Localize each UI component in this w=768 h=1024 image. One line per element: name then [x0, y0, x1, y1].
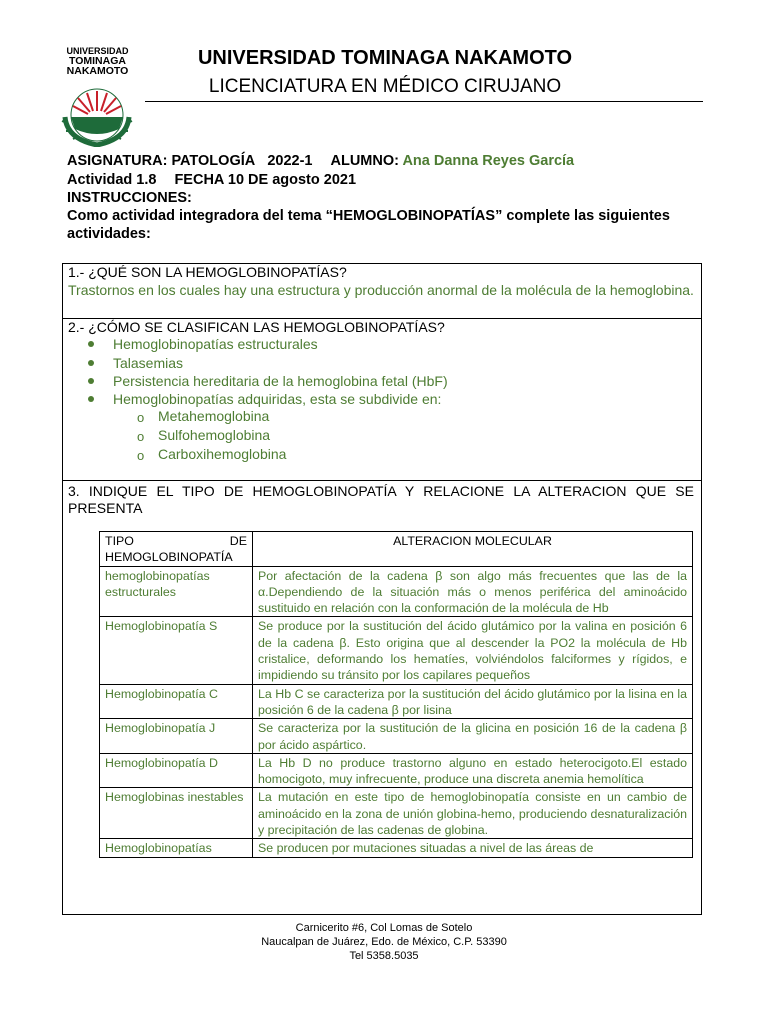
- instructions-text: Como actividad integradora del tema “HEMOGLOBINOPATÍAS” complete las siguientes actividades:: [67, 208, 670, 242]
- type-cell: Hemoglobinopatía D: [100, 753, 253, 788]
- alteration-cell: Se producen por mutaciones situadas a nivel de las áreas de: [253, 839, 693, 857]
- type-cell: Hemoglobinopatía C: [100, 684, 253, 719]
- logo-text-line2: TOMINAGA: [69, 55, 126, 67]
- type-cell: Hemoglobinopatía S: [100, 617, 253, 684]
- table-row: [100, 753, 693, 788]
- question-3: 3. INDIQUE EL TIPO DE HEMOGLOBINOPATÍA Y RELACIONE LA ALTERACION QUE SE PRESENTA: [68, 483, 694, 516]
- alteration-cell: La mutación en este tipo de hemoglobinopatía consiste en un cambio de aminoácido en la zona de unión globina-hemo, produciendo desnaturalización y precipitación de las cadenas de globina.: [253, 788, 693, 839]
- logo-text-line3: NAKAMOTO: [66, 65, 129, 77]
- table-row: [100, 839, 693, 857]
- table-header-row: [100, 532, 693, 567]
- alteration-cell: La Hb C se caracteriza por la sustitución del ácido glutámico por la lisina en la posición 6 de la cadena β por lisina: [253, 684, 693, 719]
- classification-subitem: Metahemoglobina: [158, 408, 270, 424]
- type-cell: Hemoglobinopatía J: [100, 719, 253, 754]
- activity-label: Actividad 1.8: [67, 172, 157, 188]
- career-title: LICENCIATURA EN MÉDICO CIRUJANO: [208, 76, 562, 97]
- type-cell: hemoglobinopatías estructurales: [100, 566, 253, 617]
- footer-phone: Tel 5358.5035: [349, 950, 419, 962]
- date-label: FECHA 10 DE agosto 2021: [174, 172, 357, 188]
- subject-label: ASIGNATURA: PATOLOGÍA: [67, 153, 256, 169]
- classification-subitem: Carboxihemoglobina: [158, 446, 287, 462]
- alteration-cell: Por afectación de la cadena β son algo más frecuentes que las de la α.Dependiendo de la situación más o menos periférica del aminoácido sustituido en relación con la conformación de la molécula de Hb: [253, 566, 693, 617]
- period: 2022-1: [267, 153, 313, 169]
- answer-1: Trastornos en los cuales hay una estructura y producción anormal de la molécula de la hemoglobina.: [68, 282, 694, 298]
- table-row: [100, 719, 693, 754]
- sub-bullet-icon: o: [137, 448, 145, 463]
- question-1: 1.- ¿QUÉ SON LA HEMOGLOBINOPATÍAS?: [68, 264, 347, 280]
- university-title: UNIVERSIDAD TOMINAGA NAKAMOTO: [197, 47, 573, 69]
- classification-item: Talasemias: [113, 355, 184, 371]
- logo-text-line1: UNIVERSIDAD: [66, 46, 129, 56]
- question-2: 2.- ¿CÓMO SE CLASIFICAN LAS HEMOGLOBINOPATÍAS?: [68, 319, 445, 335]
- sub-bullet-icon: o: [137, 429, 145, 444]
- type-cell: Hemoglobinopatías: [100, 839, 253, 857]
- student-label: ALUMNO:: [330, 153, 399, 169]
- classification-item: Hemoglobinopatías adquiridas, esta se subdivide en:: [113, 391, 442, 407]
- footer-address: Carnicerito #6, Col Lomas de Sotelo: [295, 922, 473, 934]
- alteration-cell: Se produce por la sustitución del ácido glutámico por la valina en posición 6 de la cadena β. Esto origina que al descender la PO2 la molécula de Hb cristalice, deformando los hematíes, volviéndolos falciformes y rígidos, e impidiendo su tránsito por los capilares pequeños: [253, 617, 693, 684]
- classification-item: Hemoglobinopatías estructurales: [113, 336, 318, 352]
- student-name: Ana Danna Reyes García: [402, 153, 575, 169]
- sub-bullet-icon: o: [137, 410, 145, 425]
- classification-subitem: Sulfohemoglobina: [158, 427, 271, 443]
- table-row: [100, 617, 693, 684]
- table-row: [100, 566, 693, 617]
- alteration-cell: Se caracteriza por la sustitución de la glicina en posición 16 de la cadena β por ácido aspártico.: [253, 719, 693, 754]
- classification-item: Persistencia hereditaria de la hemoglobina fetal (HbF): [113, 373, 448, 389]
- footer-city: Naucalpan de Juárez, Edo. de México, C.P. 53390: [261, 936, 507, 948]
- alteration-cell: La Hb D no produce trastorno alguno en estado heterocigoto.El estado homocigoto, muy infrecuente, produce una discreta anemia hemolítica: [253, 753, 693, 788]
- table-row: [100, 788, 693, 839]
- type-cell: Hemoglobinas inestables: [100, 788, 253, 839]
- table-row: [100, 684, 693, 719]
- instructions-label: INSTRUCCIONES:: [67, 190, 192, 206]
- header-alteration: ALTERACION MOLECULAR: [253, 532, 693, 567]
- hemoglobinopathy-table: [99, 531, 693, 858]
- header-type: TIPO DE HEMOGLOBINOPATÍA: [100, 532, 253, 567]
